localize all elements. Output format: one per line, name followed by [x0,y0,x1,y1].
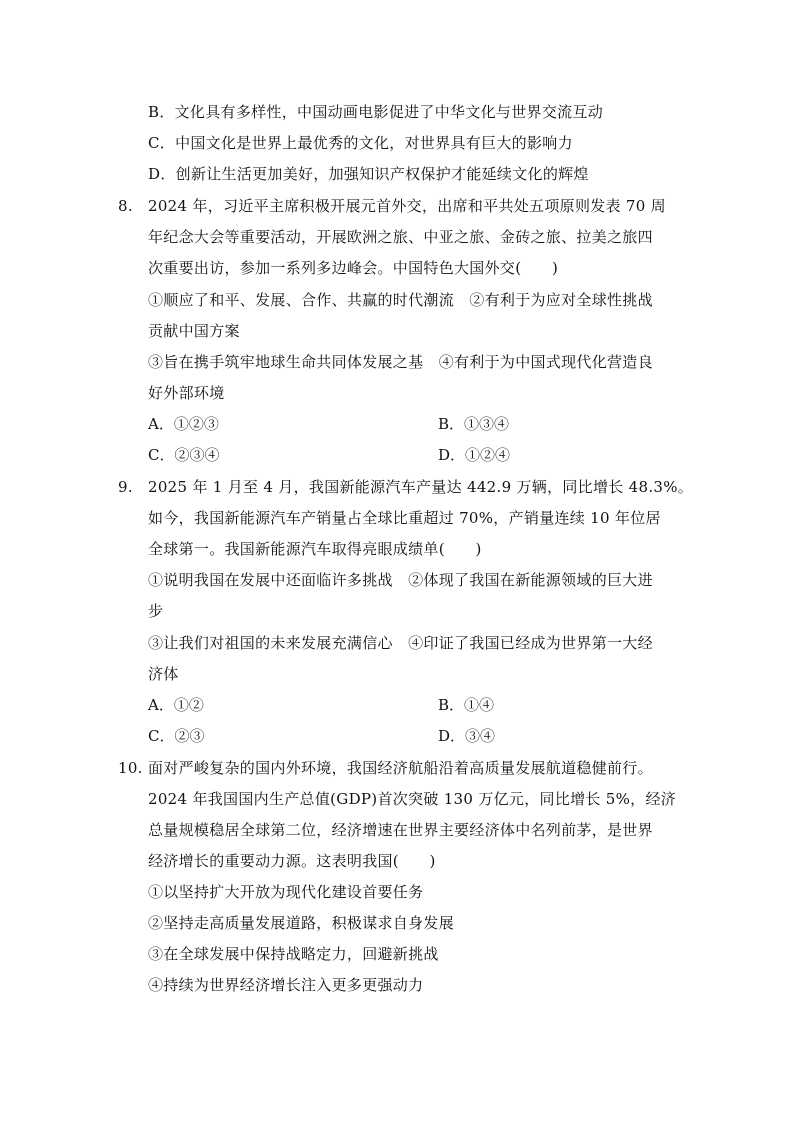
prev-option-c: C．中国文化是世界上最优秀的文化，对世界具有巨大的影响力 [148,134,573,152]
q8-line-1: 2024 年，习近平主席积极开展元首外交，出席和平共处五项原则发表 70 周 [148,197,666,215]
q9-statement-line-2: 步 [148,602,164,620]
q10-line-2: 2024 年我国国内生产总值(GDP)首次突破 130 万亿元，同比增长 5%，经济 [148,790,677,808]
q9-option-d: D．③④ [438,727,496,745]
q8-statement-line-3: ③旨在携手筑牢地球生命共同体发展之基 ④有利于为中国式现代化营造良 [148,353,653,371]
q8-option-a: A．①②③ [148,415,219,433]
q9-statement-line-3: ③让我们对祖国的未来发展充满信心 ④印证了我国已经成为世界第一大经 [148,634,653,652]
q9-line-2: 如今，我国新能源汽车产销量占全球比重超过 70%，产销量连续 10 年位居 [148,509,661,527]
q9-line-1: 2025 年 1 月至 4 月，我国新能源汽车产量达 442.9 万辆，同比增长 48.3%。 [148,478,694,496]
q8-statement-line-1: ①顺应了和平、发展、合作、共赢的时代潮流 ②有利于为应对全球性挑战 [148,291,653,309]
q8-number: 8. [118,197,133,215]
q8-line-3: 次重要出访，参加一系列多边峰会。中国特色大国外交( ) [148,259,559,277]
q10-statement-4: ④持续为世界经济增长注入更多更强动力 [148,976,424,994]
q10-statement-2: ②坚持走高质量发展道路，积极谋求自身发展 [148,914,455,932]
q10-line-1: 面对严峻复杂的国内外环境，我国经济航船沿着高质量发展航道稳健前行。 [148,759,653,777]
q9-number: 9. [118,478,133,496]
q8-line-2: 年纪念大会等重要活动，开展欧洲之旅、中亚之旅、金砖之旅、拉美之旅四 [148,228,653,246]
prev-option-b: B．文化具有多样性，中国动画电影促进了中华文化与世界交流互动 [148,103,604,121]
q10-number: 10. [118,759,143,777]
q9-option-b: B．①④ [438,696,495,714]
q8-option-c: C．②③④ [148,446,220,464]
q8-statement-line-2: 贡献中国方案 [148,322,240,340]
q8-option-b: B．①③④ [438,415,510,433]
q8-option-d: D．①②④ [438,446,511,464]
q9-statement-line-4: 济体 [148,665,179,683]
q9-statement-line-1: ①说明我国在发展中还面临许多挑战 ②体现了我国在新能源领域的巨大进 [148,571,653,589]
q9-option-c: C．②③ [148,727,205,745]
q9-option-a: A．①② [148,696,204,714]
q8-statement-line-4: 好外部环境 [148,384,225,402]
q10-statement-3: ③在全球发展中保持战略定力，回避新挑战 [148,945,439,963]
q10-line-4: 经济增长的重要动力源。这表明我国( ) [148,852,436,870]
q10-statement-1: ①以坚持扩大开放为现代化建设首要任务 [148,883,424,901]
q10-line-3: 总量规模稳居全球第二位，经济增速在世界主要经济体中名列前茅，是世界 [148,821,653,839]
prev-option-d: D．创新让生活更加美好，加强知识产权保护才能延续文化的辉煌 [148,165,589,183]
q9-line-3: 全球第一。我国新能源汽车取得亮眼成绩单( ) [148,540,482,558]
